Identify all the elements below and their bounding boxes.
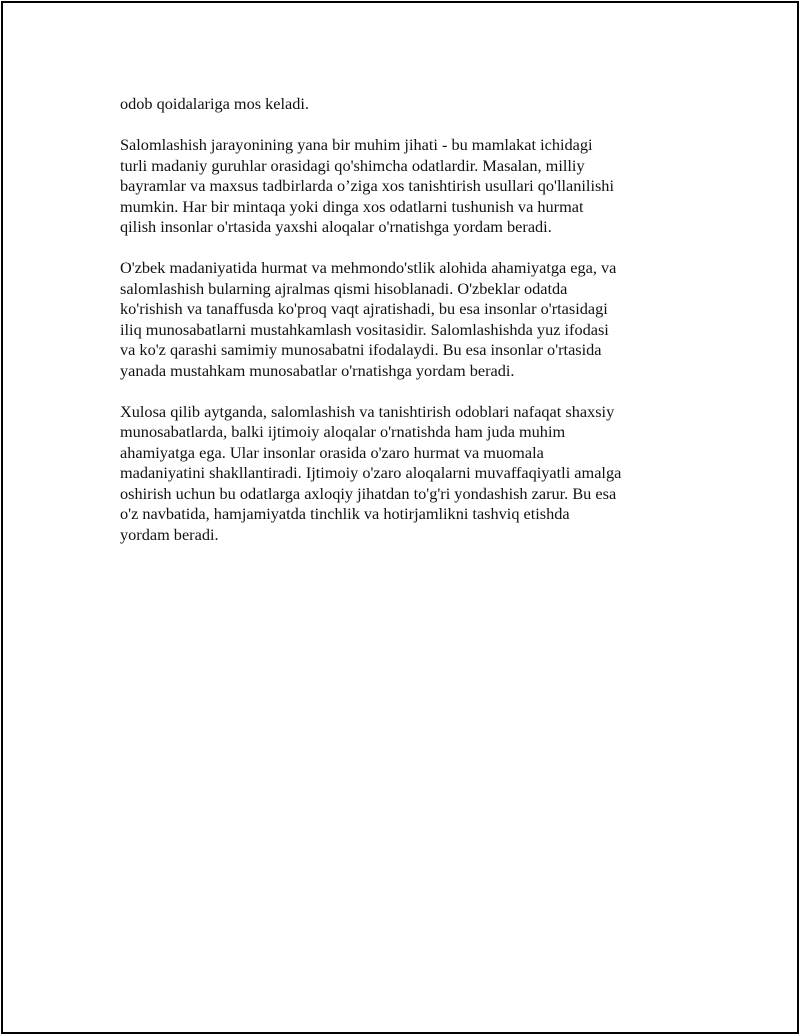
paragraph-greeting-customs: Salomlashish jarayonining yana bir muhim jihati - bu mamlakat ichidagi turli madaniy guruhlar orasidagi qo'shimcha odatlardir. Masalan, milliy bayramlar va maxsus tadbirlarda o’ziga xos tanishtirish usullari qo'llanilishi mumkin. Har bir mintaqa yoki dinga xos odatlarni tushunish va hurmat qilish insonlar o'rtasida yaxshi aloqalar o'rnatishga yordam beradi.: [120, 135, 614, 236]
document-body: [120, 94, 700, 566]
paragraph-uzbek-culture: O'zbek madaniyatida hurmat va mehmondo'stlik alohida ahamiyatga ega, va salomlashish bularning ajralmas qismi hisoblanadi. O'zbeklar odatda ko'rishish va tanaffusda ko'proq vaqt ajratishadi, bu esa insonlar o'rtasidagi iliq munosabatlarni mustahkamlash vositasidir. Salomlashishda yuz ifodasi va ko'z qarashi samimiy munosabatni ifodalaydi. Bu esa insonlar o'rtasida yanada mustahkam munosabatlar o'rnatishga yordam beradi.: [120, 258, 617, 380]
document-page: [1, 1, 799, 1034]
paragraph-conclusion: Xulosa qilib aytganda, salomlashish va tanishtirish odoblari nafaqat shaxsiy munosabatlarda, balki ijtimoiy aloqalar o'rnatishda ham juda muhim ahamiyatga ega. Ular insonlar orasida o'zaro hurmat va muomala madaniyatini shakllantiradi. Ijtimoiy o'zaro aloqalarni muvaffaqiyatli amalga oshirish uchun bu odatlarga axloqiy jihatdan to'g'ri yondashish zarur. Bu esa o'z navbatida, hamjamiyatda tinchlik va hotirjamlikni tashviq etishda yordam beradi.: [120, 401, 622, 544]
paragraph-continuation: odob qoidalariga mos keladi.: [120, 94, 309, 113]
